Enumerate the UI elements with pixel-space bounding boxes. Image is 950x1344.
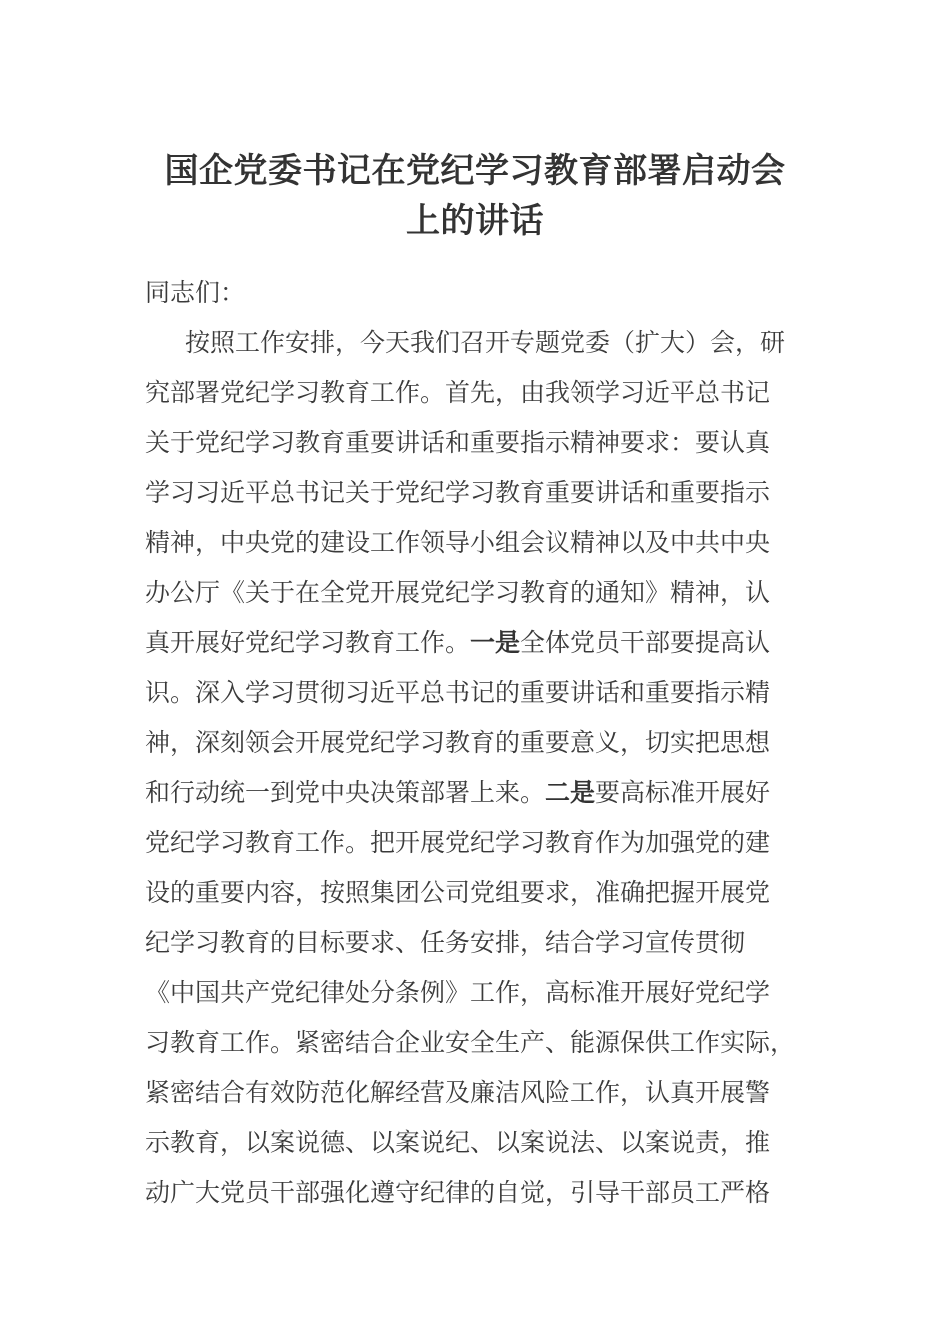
body-line: 设的重要内容，按照集团公司党组要求，准确把握开展党: [145, 878, 771, 907]
body-line: 紧密结合有效防范化解经营及廉洁风险工作，认真开展警: [145, 1078, 771, 1107]
body-line: 习教育工作。紧密结合企业安全生产、能源保供工作实际，: [145, 1028, 796, 1057]
body-line-text: 全体党员干部要提高认: [520, 628, 771, 657]
body-line: 纪学习教育的目标要求、任务安排，结合学习宣传贯彻: [145, 928, 746, 957]
body-line: 《中国共产党纪律处分条例》工作，高标准开展好党纪学: [145, 978, 771, 1007]
body-text: [145, 318, 825, 1218]
body-line: 办公厅《关于在全党开展党纪学习教育的通知》精神，认: [145, 578, 771, 607]
body-line: 党纪学习教育工作。把开展党纪学习教育作为加强党的建: [145, 828, 771, 857]
title-line: 上的讲话: [406, 201, 544, 241]
body-line: 学习习近平总书记关于党纪学习教育重要讲话和重要指示: [145, 478, 771, 507]
body-line: 究部署党纪学习教育工作。首先，由我领学习近平总书记: [145, 378, 771, 407]
body-line: 识。深入学习贯彻习近平总书记的重要讲话和重要指示精: [145, 678, 771, 707]
body-line-text: 真开展好党纪学习教育工作。: [145, 628, 471, 657]
document-title: [145, 146, 805, 246]
emphasis-first-point: 一是: [470, 628, 521, 657]
title-line: 国企党委书记在党纪学习教育部署启动会: [164, 151, 786, 191]
body-line: [145, 618, 825, 668]
salutation: 同志们：: [145, 278, 246, 307]
body-line: 动广大党员干部强化遵守纪律的自觉，引导干部员工严格: [145, 1178, 771, 1207]
emphasis-second-point: 二是: [545, 778, 596, 807]
body-line: 示教育，以案说德、以案说纪、以案说法、以案说责，推: [145, 1128, 771, 1157]
body-line: 精神，中央党的建设工作领导小组会议精神以及中共中央: [145, 528, 771, 557]
body-line: 神，深刻领会开展党纪学习教育的重要意义，切实把思想: [145, 728, 771, 757]
body-line: [145, 768, 825, 818]
body-line-text: 和行动统一到党中央决策部署上来。: [145, 778, 546, 807]
body-line: 关于党纪学习教育重要讲话和重要指示精神要求：要认真: [145, 428, 771, 457]
body-line-text: 要高标准开展好: [595, 778, 771, 807]
body-line: 按照工作安排，今天我们召开专题党委（扩大）会，研: [185, 328, 786, 357]
